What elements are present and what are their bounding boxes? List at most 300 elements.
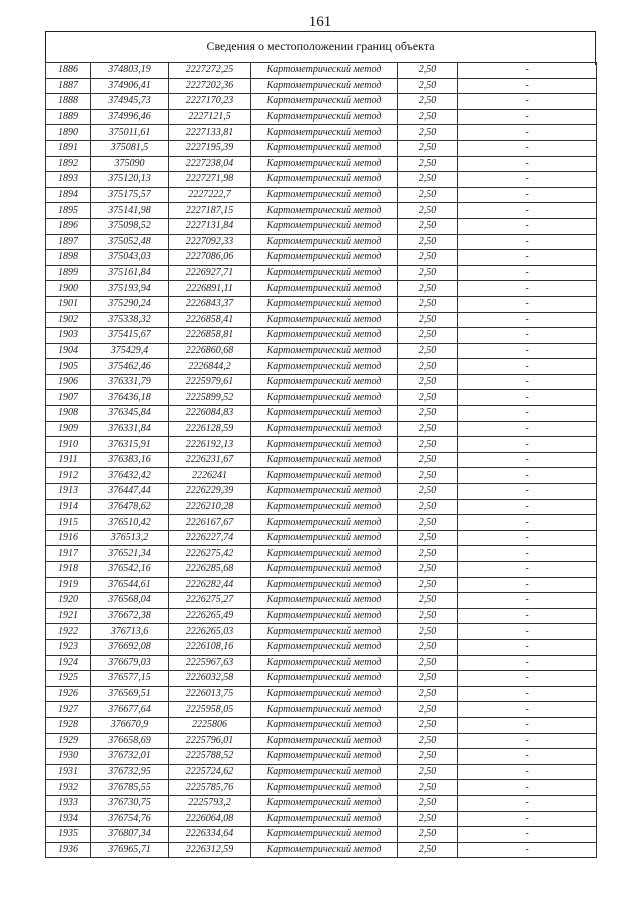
point-number-cell: 1910 [46, 437, 91, 453]
method-cell: Картометрический метод [251, 94, 398, 110]
method-cell: Картометрический метод [251, 780, 398, 796]
method-cell: Картометрический метод [251, 421, 398, 437]
accuracy-cell: 2,50 [398, 733, 458, 749]
point-number-cell: 1921 [46, 608, 91, 624]
accuracy-cell: 2,50 [398, 562, 458, 578]
method-cell: Картометрический метод [251, 655, 398, 671]
accuracy-cell: 2,50 [398, 764, 458, 780]
x-coordinate-cell: 376568,04 [91, 593, 169, 609]
note-cell: - [458, 265, 597, 281]
x-coordinate-cell: 375175,57 [91, 187, 169, 203]
table-row [46, 452, 597, 468]
note-cell: - [458, 156, 597, 172]
table-row [46, 484, 597, 500]
accuracy-cell: 2,50 [398, 156, 458, 172]
x-coordinate-cell: 376730,75 [91, 795, 169, 811]
table-row [46, 94, 597, 110]
y-coordinate-cell: 2227238,04 [169, 156, 251, 172]
table-row [46, 468, 597, 484]
method-cell: Картометрический метод [251, 250, 398, 266]
point-number-cell: 1933 [46, 795, 91, 811]
table-row [46, 109, 597, 125]
table-row [46, 328, 597, 344]
y-coordinate-cell: 2227131,84 [169, 218, 251, 234]
x-coordinate-cell: 375081,5 [91, 140, 169, 156]
x-coordinate-cell: 375052,48 [91, 234, 169, 250]
note-cell: - [458, 702, 597, 718]
x-coordinate-cell: 376544,61 [91, 577, 169, 593]
table-row [46, 265, 597, 281]
x-coordinate-cell: 375043,03 [91, 250, 169, 266]
table-row [46, 390, 597, 406]
method-cell: Картометрический метод [251, 63, 398, 79]
table-row [46, 296, 597, 312]
accuracy-cell: 2,50 [398, 499, 458, 515]
accuracy-cell: 2,50 [398, 94, 458, 110]
note-cell: - [458, 733, 597, 749]
accuracy-cell: 2,50 [398, 671, 458, 687]
y-coordinate-cell: 2225899,52 [169, 390, 251, 406]
x-coordinate-cell: 375161,84 [91, 265, 169, 281]
note-cell: - [458, 764, 597, 780]
y-coordinate-cell: 2226210,28 [169, 499, 251, 515]
accuracy-cell: 2,50 [398, 530, 458, 546]
accuracy-cell: 2,50 [398, 484, 458, 500]
point-number-cell: 1927 [46, 702, 91, 718]
x-coordinate-cell: 375429,4 [91, 343, 169, 359]
coordinates-table [45, 62, 597, 858]
point-number-cell: 1905 [46, 359, 91, 375]
y-coordinate-cell: 2226108,16 [169, 639, 251, 655]
note-cell: - [458, 468, 597, 484]
x-coordinate-cell: 376785,55 [91, 780, 169, 796]
y-coordinate-cell: 2226282,44 [169, 577, 251, 593]
point-number-cell: 1926 [46, 686, 91, 702]
table-title: Сведения о местоположении границ объекта [206, 39, 435, 53]
accuracy-cell: 2,50 [398, 390, 458, 406]
note-cell: - [458, 546, 597, 562]
x-coordinate-cell: 376521,34 [91, 546, 169, 562]
note-cell: - [458, 296, 597, 312]
x-coordinate-cell: 375338,32 [91, 312, 169, 328]
x-coordinate-cell: 376965,71 [91, 842, 169, 858]
note-cell: - [458, 312, 597, 328]
point-number-cell: 1912 [46, 468, 91, 484]
table-row [46, 702, 597, 718]
note-cell: - [458, 109, 597, 125]
x-coordinate-cell: 376577,15 [91, 671, 169, 687]
method-cell: Картометрический метод [251, 328, 398, 344]
accuracy-cell: 2,50 [398, 795, 458, 811]
accuracy-cell: 2,50 [398, 140, 458, 156]
x-coordinate-cell: 376510,42 [91, 515, 169, 531]
y-coordinate-cell: 2225788,52 [169, 749, 251, 765]
x-coordinate-cell: 376807,34 [91, 827, 169, 843]
y-coordinate-cell: 2227133,81 [169, 125, 251, 141]
method-cell: Картометрический метод [251, 390, 398, 406]
note-cell: - [458, 172, 597, 188]
note-cell: - [458, 452, 597, 468]
y-coordinate-cell: 2225979,61 [169, 374, 251, 390]
y-coordinate-cell: 2227272,25 [169, 63, 251, 79]
note-cell: - [458, 780, 597, 796]
table-row [46, 593, 597, 609]
x-coordinate-cell: 374945,73 [91, 94, 169, 110]
accuracy-cell: 2,50 [398, 515, 458, 531]
point-number-cell: 1897 [46, 234, 91, 250]
point-number-cell: 1909 [46, 421, 91, 437]
y-coordinate-cell: 2226084,83 [169, 406, 251, 422]
method-cell: Картометрический метод [251, 218, 398, 234]
note-cell: - [458, 78, 597, 94]
accuracy-cell: 2,50 [398, 546, 458, 562]
point-number-cell: 1887 [46, 78, 91, 94]
y-coordinate-cell: 2225958,05 [169, 702, 251, 718]
table-row [46, 671, 597, 687]
note-cell: - [458, 94, 597, 110]
y-coordinate-cell: 2226265,49 [169, 608, 251, 624]
accuracy-cell: 2,50 [398, 359, 458, 375]
table-row [46, 733, 597, 749]
x-coordinate-cell: 376315,91 [91, 437, 169, 453]
y-coordinate-cell: 2226032,58 [169, 671, 251, 687]
table-row [46, 764, 597, 780]
x-coordinate-cell: 376692,08 [91, 639, 169, 655]
point-number-cell: 1930 [46, 749, 91, 765]
y-coordinate-cell: 2227092,33 [169, 234, 251, 250]
accuracy-cell: 2,50 [398, 608, 458, 624]
method-cell: Картометрический метод [251, 842, 398, 858]
accuracy-cell: 2,50 [398, 343, 458, 359]
y-coordinate-cell: 2227187,15 [169, 203, 251, 219]
point-number-cell: 1929 [46, 733, 91, 749]
accuracy-cell: 2,50 [398, 655, 458, 671]
x-coordinate-cell: 376345,84 [91, 406, 169, 422]
accuracy-cell: 2,50 [398, 312, 458, 328]
table-row [46, 795, 597, 811]
table-row [46, 421, 597, 437]
x-coordinate-cell: 376436,18 [91, 390, 169, 406]
accuracy-cell: 2,50 [398, 125, 458, 141]
table-row [46, 608, 597, 624]
note-cell: - [458, 593, 597, 609]
point-number-cell: 1936 [46, 842, 91, 858]
accuracy-cell: 2,50 [398, 717, 458, 733]
y-coordinate-cell: 2226192,13 [169, 437, 251, 453]
point-number-cell: 1899 [46, 265, 91, 281]
note-cell: - [458, 140, 597, 156]
y-coordinate-cell: 2227271,98 [169, 172, 251, 188]
table-row [46, 78, 597, 94]
note-cell: - [458, 406, 597, 422]
point-number-cell: 1902 [46, 312, 91, 328]
accuracy-cell: 2,50 [398, 63, 458, 79]
y-coordinate-cell: 2226843,37 [169, 296, 251, 312]
y-coordinate-cell: 2225967,63 [169, 655, 251, 671]
page-number: 161 [308, 14, 332, 30]
note-cell: - [458, 484, 597, 500]
method-cell: Картометрический метод [251, 452, 398, 468]
note-cell: - [458, 562, 597, 578]
note-cell: - [458, 328, 597, 344]
method-cell: Картометрический метод [251, 593, 398, 609]
method-cell: Картометрический метод [251, 187, 398, 203]
table-row [46, 437, 597, 453]
table-row [46, 686, 597, 702]
y-coordinate-cell: 2227195,39 [169, 140, 251, 156]
method-cell: Картометрический метод [251, 733, 398, 749]
method-cell: Картометрический метод [251, 296, 398, 312]
table-row [46, 562, 597, 578]
table-row [46, 499, 597, 515]
point-number-cell: 1907 [46, 390, 91, 406]
accuracy-cell: 2,50 [398, 827, 458, 843]
table-row [46, 63, 597, 79]
y-coordinate-cell: 2227222,7 [169, 187, 251, 203]
point-number-cell: 1888 [46, 94, 91, 110]
point-number-cell: 1898 [46, 250, 91, 266]
method-cell: Картометрический метод [251, 172, 398, 188]
point-number-cell: 1901 [46, 296, 91, 312]
point-number-cell: 1919 [46, 577, 91, 593]
point-number-cell: 1913 [46, 484, 91, 500]
point-number-cell: 1911 [46, 452, 91, 468]
accuracy-cell: 2,50 [398, 624, 458, 640]
table-row [46, 530, 597, 546]
y-coordinate-cell: 2226312,59 [169, 842, 251, 858]
method-cell: Картометрический метод [251, 374, 398, 390]
x-coordinate-cell: 376383,16 [91, 452, 169, 468]
note-cell: - [458, 374, 597, 390]
y-coordinate-cell: 2226844,2 [169, 359, 251, 375]
method-cell: Картометрический метод [251, 437, 398, 453]
note-cell: - [458, 187, 597, 203]
table-row [46, 749, 597, 765]
point-number-cell: 1924 [46, 655, 91, 671]
table-row [46, 250, 597, 266]
point-number-cell: 1923 [46, 639, 91, 655]
note-cell: - [458, 671, 597, 687]
point-number-cell: 1925 [46, 671, 91, 687]
y-coordinate-cell: 2226241 [169, 468, 251, 484]
accuracy-cell: 2,50 [398, 749, 458, 765]
coordinates-table-body [46, 63, 597, 858]
method-cell: Картометрический метод [251, 265, 398, 281]
y-coordinate-cell: 2226858,81 [169, 328, 251, 344]
point-number-cell: 1932 [46, 780, 91, 796]
point-number-cell: 1896 [46, 218, 91, 234]
y-coordinate-cell: 2227121,5 [169, 109, 251, 125]
x-coordinate-cell: 375290,24 [91, 296, 169, 312]
x-coordinate-cell: 375141,98 [91, 203, 169, 219]
accuracy-cell: 2,50 [398, 374, 458, 390]
method-cell: Картометрический метод [251, 203, 398, 219]
y-coordinate-cell: 2226285,68 [169, 562, 251, 578]
accuracy-cell: 2,50 [398, 811, 458, 827]
y-coordinate-cell: 2227086,06 [169, 250, 251, 266]
accuracy-cell: 2,50 [398, 639, 458, 655]
table-row [46, 187, 597, 203]
table-row [46, 312, 597, 328]
note-cell: - [458, 250, 597, 266]
accuracy-cell: 2,50 [398, 109, 458, 125]
x-coordinate-cell: 374803,19 [91, 63, 169, 79]
point-number-cell: 1935 [46, 827, 91, 843]
table-row [46, 156, 597, 172]
table-row [46, 374, 597, 390]
note-cell: - [458, 639, 597, 655]
accuracy-cell: 2,50 [398, 686, 458, 702]
y-coordinate-cell: 2226860,68 [169, 343, 251, 359]
point-number-cell: 1922 [46, 624, 91, 640]
table-row [46, 218, 597, 234]
y-coordinate-cell: 2226227,74 [169, 530, 251, 546]
point-number-cell: 1906 [46, 374, 91, 390]
point-number-cell: 1928 [46, 717, 91, 733]
method-cell: Картометрический метод [251, 140, 398, 156]
note-cell: - [458, 749, 597, 765]
accuracy-cell: 2,50 [398, 842, 458, 858]
method-cell: Картометрический метод [251, 468, 398, 484]
method-cell: Картометрический метод [251, 749, 398, 765]
table-row [46, 172, 597, 188]
x-coordinate-cell: 376542,16 [91, 562, 169, 578]
note-cell: - [458, 234, 597, 250]
point-number-cell: 1891 [46, 140, 91, 156]
y-coordinate-cell: 2225793,2 [169, 795, 251, 811]
method-cell: Картометрический метод [251, 671, 398, 687]
note-cell: - [458, 624, 597, 640]
table-row [46, 655, 597, 671]
x-coordinate-cell: 375011,61 [91, 125, 169, 141]
x-coordinate-cell: 376658,69 [91, 733, 169, 749]
table-row [46, 203, 597, 219]
x-coordinate-cell: 376713,6 [91, 624, 169, 640]
y-coordinate-cell: 2226927,71 [169, 265, 251, 281]
accuracy-cell: 2,50 [398, 265, 458, 281]
x-coordinate-cell: 376732,95 [91, 764, 169, 780]
note-cell: - [458, 686, 597, 702]
accuracy-cell: 2,50 [398, 172, 458, 188]
accuracy-cell: 2,50 [398, 250, 458, 266]
table-row [46, 343, 597, 359]
table-row [46, 125, 597, 141]
y-coordinate-cell: 2226275,42 [169, 546, 251, 562]
x-coordinate-cell: 376478,62 [91, 499, 169, 515]
note-cell: - [458, 218, 597, 234]
y-coordinate-cell: 2227170,23 [169, 94, 251, 110]
x-coordinate-cell: 376331,79 [91, 374, 169, 390]
y-coordinate-cell: 2225806 [169, 717, 251, 733]
method-cell: Картометрический метод [251, 608, 398, 624]
method-cell: Картометрический метод [251, 811, 398, 827]
note-cell: - [458, 655, 597, 671]
point-number-cell: 1894 [46, 187, 91, 203]
accuracy-cell: 2,50 [398, 281, 458, 297]
x-coordinate-cell: 375415,67 [91, 328, 169, 344]
method-cell: Картометрический метод [251, 624, 398, 640]
x-coordinate-cell: 374996,46 [91, 109, 169, 125]
method-cell: Картометрический метод [251, 343, 398, 359]
y-coordinate-cell: 2225785,76 [169, 780, 251, 796]
y-coordinate-cell: 2226275,27 [169, 593, 251, 609]
method-cell: Картометрический метод [251, 795, 398, 811]
x-coordinate-cell: 376679,03 [91, 655, 169, 671]
point-number-cell: 1934 [46, 811, 91, 827]
y-coordinate-cell: 2226858,41 [169, 312, 251, 328]
y-coordinate-cell: 2226229,39 [169, 484, 251, 500]
method-cell: Картометрический метод [251, 234, 398, 250]
table-row [46, 234, 597, 250]
note-cell: - [458, 577, 597, 593]
note-cell: - [458, 203, 597, 219]
method-cell: Картометрический метод [251, 827, 398, 843]
method-cell: Картометрический метод [251, 156, 398, 172]
note-cell: - [458, 795, 597, 811]
method-cell: Картометрический метод [251, 109, 398, 125]
note-cell: - [458, 515, 597, 531]
method-cell: Картометрический метод [251, 577, 398, 593]
y-coordinate-cell: 2226167,67 [169, 515, 251, 531]
note-cell: - [458, 530, 597, 546]
accuracy-cell: 2,50 [398, 78, 458, 94]
y-coordinate-cell: 2227202,36 [169, 78, 251, 94]
accuracy-cell: 2,50 [398, 780, 458, 796]
table-row [46, 546, 597, 562]
note-cell: - [458, 281, 597, 297]
y-coordinate-cell: 2225724,62 [169, 764, 251, 780]
x-coordinate-cell: 376672,38 [91, 608, 169, 624]
note-cell: - [458, 343, 597, 359]
y-coordinate-cell: 2226231,67 [169, 452, 251, 468]
point-number-cell: 1914 [46, 499, 91, 515]
accuracy-cell: 2,50 [398, 296, 458, 312]
accuracy-cell: 2,50 [398, 452, 458, 468]
table-row [46, 842, 597, 858]
method-cell: Картометрический метод [251, 406, 398, 422]
point-number-cell: 1918 [46, 562, 91, 578]
method-cell: Картометрический метод [251, 499, 398, 515]
x-coordinate-cell: 375098,52 [91, 218, 169, 234]
y-coordinate-cell: 2226064,08 [169, 811, 251, 827]
point-number-cell: 1890 [46, 125, 91, 141]
note-cell: - [458, 717, 597, 733]
table-row [46, 624, 597, 640]
point-number-cell: 1903 [46, 328, 91, 344]
x-coordinate-cell: 376513,2 [91, 530, 169, 546]
x-coordinate-cell: 376670,9 [91, 717, 169, 733]
accuracy-cell: 2,50 [398, 218, 458, 234]
y-coordinate-cell: 2226013,75 [169, 686, 251, 702]
point-number-cell: 1900 [46, 281, 91, 297]
note-cell: - [458, 499, 597, 515]
method-cell: Картометрический метод [251, 562, 398, 578]
note-cell: - [458, 842, 597, 858]
point-number-cell: 1893 [46, 172, 91, 188]
y-coordinate-cell: 2226334,64 [169, 827, 251, 843]
x-coordinate-cell: 376569,51 [91, 686, 169, 702]
accuracy-cell: 2,50 [398, 437, 458, 453]
x-coordinate-cell: 375120,13 [91, 172, 169, 188]
table-row [46, 827, 597, 843]
accuracy-cell: 2,50 [398, 702, 458, 718]
note-cell: - [458, 811, 597, 827]
accuracy-cell: 2,50 [398, 468, 458, 484]
point-number-cell: 1915 [46, 515, 91, 531]
method-cell: Картометрический метод [251, 78, 398, 94]
point-number-cell: 1920 [46, 593, 91, 609]
note-cell: - [458, 421, 597, 437]
